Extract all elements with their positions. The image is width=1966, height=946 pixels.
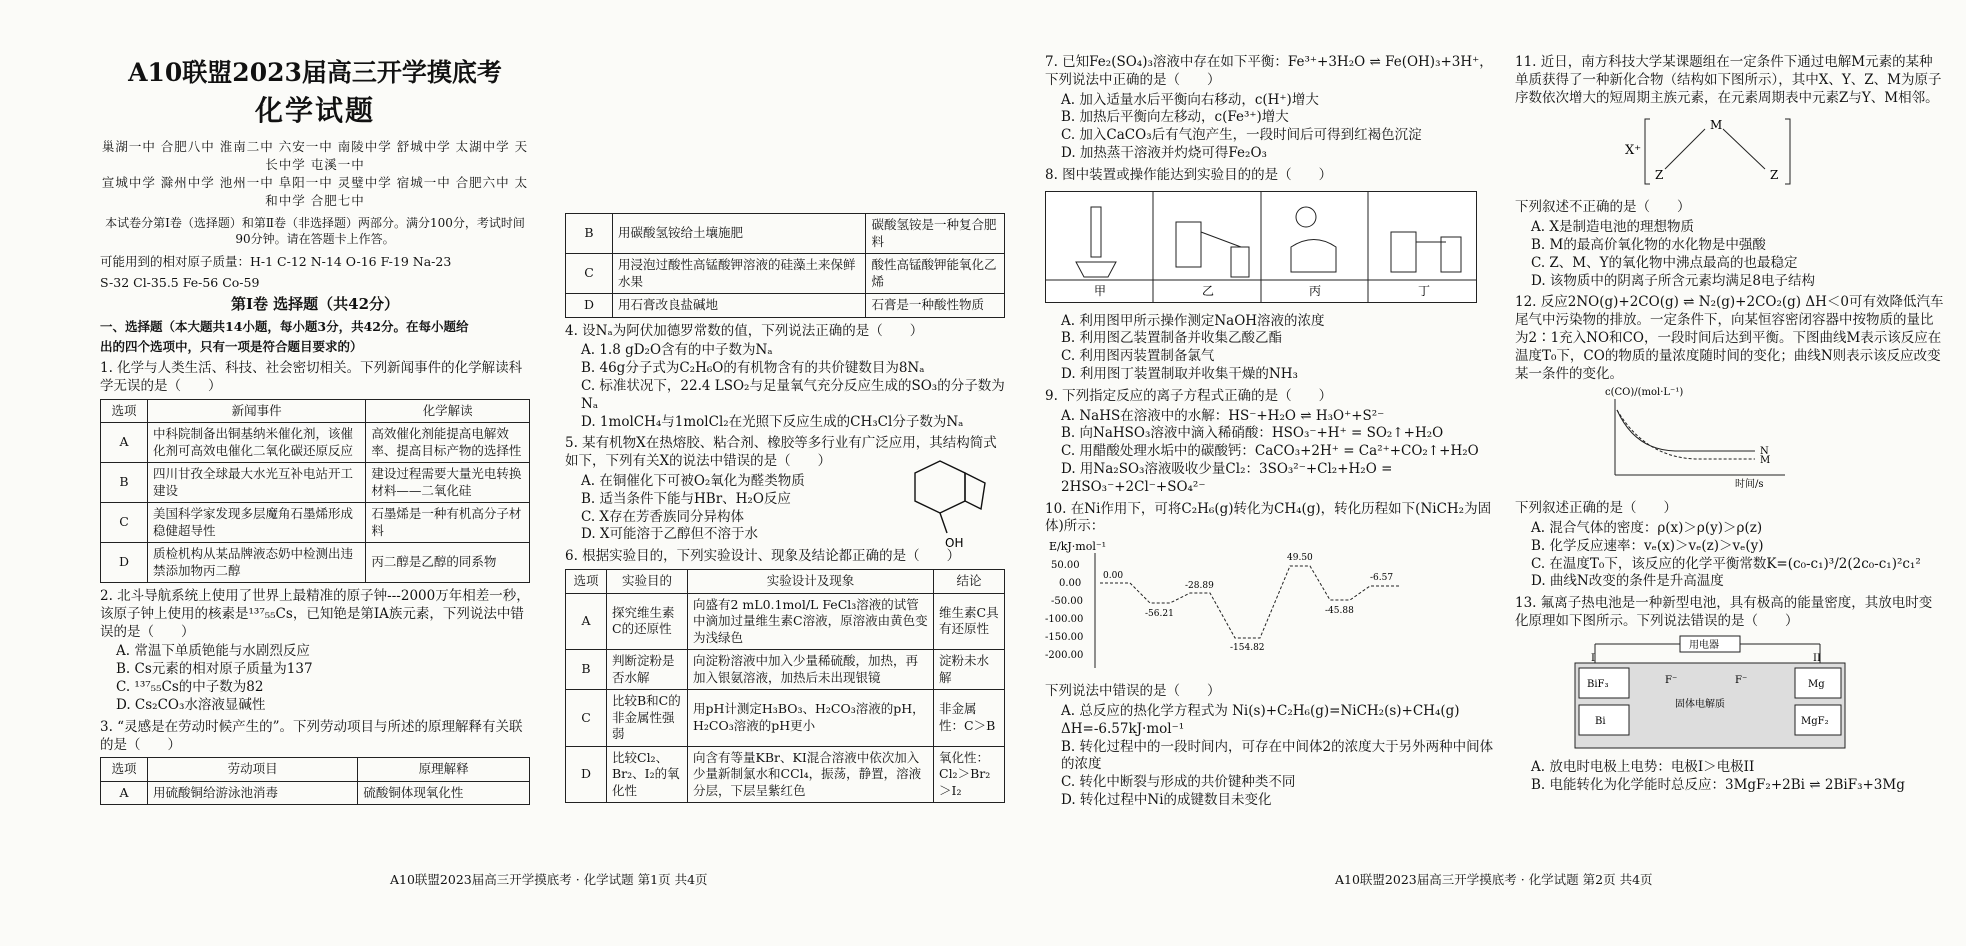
svg-text:F⁻: F⁻ (1735, 674, 1748, 686)
option: D. 加热蒸干溶液并灼烧可得Fe₂O₃ (1061, 145, 1267, 162)
question-10: 10. 在Ni作用下，可将C₂H₆(g)转化为CH₄(g)，转化历程如下(NiCH₂为固体)所示： (1045, 500, 1492, 535)
table-cell: B (566, 650, 607, 690)
energy-value: -45.88 (1325, 606, 1354, 617)
schools-line: 宣城中学 滁州中学 池州一中 阜阳一中 灵璧中学 宿城一中 合肥六中 太和中学 合肥七中 (101, 175, 529, 209)
table-cell: A (101, 781, 148, 805)
fig-label: 丙 (1309, 283, 1322, 298)
question-11: 11. 近日，南方科技大学某课题组在一定条件下通过电解M元素的某种单质获得了一种新化合物（结构如下图所示），其中X、Y、Z、M为原子序数依次增大的短周期主族元素，在元素周期表中元素Z与Y、M相邻。 (1515, 54, 1942, 106)
table-cell: 高效催化剂能提高电解效率、提高目标产物的选择性 (366, 423, 530, 463)
option: B. 利用图乙装置制备并收集乙酸乙酯 (1061, 330, 1283, 347)
fig-label: 乙 (1202, 283, 1215, 298)
question-6: 6. 根据实验目的，下列实验设计、现象及结论都正确的是（ ） (565, 548, 961, 565)
table-cell: D (566, 746, 607, 803)
table-row (101, 423, 530, 463)
table-cell: 石墨烯是一种有机高分子材料 (366, 503, 530, 543)
option: C. 利用图丙装置制备氯气 (1061, 348, 1215, 365)
schools-line: 巢湖一中 合肥八中 淮南二中 六安一中 南陵中学 舒城中学 太湖中学 天长中学 屯溪一中 (101, 138, 529, 173)
table-cell: 用石膏改良盐碱地 (613, 294, 866, 318)
tick-label: -50.00 (1051, 596, 1084, 608)
exam-subtitle: 化学试题 (254, 94, 375, 127)
page1-column-right (565, 210, 1005, 808)
table-row (566, 690, 1005, 747)
question-13: 13. 氟离子热电池是一种新型电池，具有极高的能量密度，其放电时变化原理如下图所示。下列说法错误的是（ ） (1515, 595, 1933, 630)
table-cell: 碳酸氢铵是一种复合肥料 (866, 214, 1005, 254)
question-5: 5. 某有机物X在热熔胶、粘合剂、橡胶等多行业有广泛应用，其结构简式如下，下列有关X的说法中错误的是（ ） (565, 435, 997, 470)
fig-label: F⁻ (1665, 674, 1678, 686)
svg-text:X⁺: X⁺ (1625, 143, 1642, 159)
axis-label: E/kJ·mol⁻¹ (1049, 540, 1107, 554)
option: C. 在温度T₀下，该反应的化学平衡常数K=(c₀-c₁)³/2(2c₀-c₁)²c₁² (1531, 555, 1921, 572)
axis-label: 时间/s (1735, 479, 1764, 491)
question-8: 8. 图中装置或操作能达到实验目的的是（ ） (1045, 166, 1333, 183)
fig-label: I (1591, 652, 1595, 664)
table-cell: 氧化性：Cl₂＞Br₂＞I₂ (934, 746, 1005, 803)
question-12-prompt: 下列叙述正确的是（ ） (1515, 500, 1677, 517)
table-cell: 淀粉未水解 (934, 650, 1005, 690)
option: A. 总反应的热化学方程式为 Ni(s)+C₂H₆(g)=NiCH₂(s)+CH₄(g) ΔH=-6.57kJ·mol⁻¹ (1061, 702, 1460, 737)
question-11-prompt: 下列叙述不正确的是（ ） (1515, 199, 1691, 216)
fig-label: 丁 (1418, 283, 1431, 298)
atomic-masses: 可能用到的相对原子质量：H-1 C-12 N-14 O-16 F-19 Na-23 (100, 254, 452, 270)
svg-text:M: M (1710, 118, 1723, 133)
energy-value: 0.00 (1103, 571, 1124, 582)
table-header: 实验目的 (607, 570, 688, 594)
table-row (101, 781, 530, 805)
table-cell: 美国科学家发现多层魔角石墨烯形成稳健超导性 (148, 503, 366, 543)
table-cell: B (566, 214, 613, 254)
table-cell: 质检机构从某品牌液态奶中检测出违禁添加物丙二醇 (148, 543, 366, 583)
section-note: 出的四个选项中，只有一项是符合题目要求的） (100, 339, 363, 355)
tick-label: 50.00 (1051, 560, 1080, 572)
table-header: 选项 (566, 570, 607, 594)
q6-table (565, 569, 1005, 803)
option: B. 电能转化为化学能时总反应：3MgF₂+2Bi ⇌ 2BiF₃+3Mg (1531, 776, 1905, 793)
table-cell: 用硫酸铜给游泳池消毒 (148, 781, 358, 805)
svg-text:N: N (1760, 446, 1769, 458)
section-note: 一、选择题（本大题共14小题，每小题3分，共42分。在每小题给 (100, 318, 469, 334)
table-cell: 非金属性：C＞B (934, 690, 1005, 747)
svg-text:OH: OH (945, 536, 964, 550)
option: D. 利用图丁装置制取并收集干燥的NH₃ (1061, 365, 1298, 382)
table-cell: 用碳酸氢铵给土壤施肥 (613, 214, 866, 254)
table-cell: 判断淀粉是否水解 (607, 650, 688, 690)
table-cell: 建设过程需要大量光电转换材料——二氧化硅 (366, 463, 530, 503)
exam-title: A10联盟2023届高三开学摸底考 (128, 58, 502, 87)
table-cell: A (566, 593, 607, 650)
table-cell: 探究维生素C的还原性 (607, 593, 688, 650)
page1-footer: A10联盟2023届高三开学摸底考 · 化学试题 第1页 共4页 (390, 872, 708, 887)
table-row (101, 463, 530, 503)
table-cell: 用pH计测定H₃BO₃、H₂CO₃溶液的pH，H₂CO₃溶液的pH更小 (688, 690, 934, 747)
option: C. ¹³⁷₅₅Cs的中子数为82 (116, 679, 264, 696)
option: A. 在铜催化下可被O₂氧化为醛类物质 (581, 473, 805, 489)
atomic-masses: S-32 Cl-35.5 Fe-56 Co-59 (100, 274, 260, 290)
energy-value: -56.21 (1145, 609, 1174, 620)
fig-label: Bi (1595, 715, 1606, 727)
question-4: 4. 设Nₐ为阿伏加德罗常数的值，下列说法正确的是（ ） (565, 322, 924, 339)
page1-column (100, 50, 530, 810)
table-row (566, 254, 1005, 294)
q1-table (100, 399, 530, 584)
svg-text:Z: Z (1655, 168, 1664, 183)
table-header: 新闻事件 (148, 399, 366, 423)
fig-label: MgF₂ (1801, 715, 1829, 727)
table-cell: D (101, 543, 148, 583)
option: A. 利用图甲所示操作测定NaOH溶液的浓度 (1061, 312, 1325, 329)
energy-value: -6.57 (1370, 573, 1394, 584)
table-cell: A (101, 423, 148, 463)
table-row (101, 543, 530, 583)
energy-profile-figure (1045, 538, 1475, 673)
fig-label: 用电器 (1689, 639, 1719, 651)
option: C. 转化中断裂与形成的共价键种类不同 (1061, 774, 1296, 791)
table-cell: 硫酸铜体现氧化性 (358, 781, 530, 805)
table-cell: C (101, 503, 148, 543)
q3-table (100, 757, 530, 805)
option: D. X可能溶于乙醇但不溶于水 (581, 526, 759, 543)
option: A. X是制造电池的理想物质 (1531, 219, 1694, 236)
option: B. 加热后平衡向左移动，c(Fe³⁺)增大 (1061, 109, 1289, 126)
table-cell: 比较B和C的非金属性强弱 (607, 690, 688, 747)
table-row (566, 650, 1005, 690)
table-cell: 石膏是一种酸性物质 (866, 294, 1005, 318)
option: C. 标准状况下，22.4 LSO₂与足量氧气充分反应生成的SO₃的分子数为Nₐ (581, 377, 1005, 412)
table-cell: C (566, 254, 613, 294)
tick-label: -200.00 (1045, 650, 1084, 662)
table-row (566, 746, 1005, 803)
q8-apparatus-figure (1045, 191, 1477, 303)
option: B. 适当条件下能与HBr、H₂O反应 (581, 490, 791, 507)
question-12: 12. 反应2NO(g)+2CO(g) ⇌ N₂(g)+2CO₂(g) ΔH＜0可有效降低汽车尾气中污染物的排放。一定条件下，向某恒容密闭容器中按物质的量比为2∶1充入NO和CO，一段时间后达到平衡。下图曲线M表示该反应在温度T₀下，CO的物质的量浓度随时间的变化；曲线N则表示该反应改变某一条件的变化。 (1515, 294, 1944, 382)
table-row (566, 294, 1005, 318)
page2-column (1045, 50, 1495, 810)
svg-text:Z: Z (1770, 168, 1779, 183)
question-9: 9. 下列指定反应的离子方程式正确的是（ ） (1045, 387, 1333, 404)
table-header: 劳动项目 (148, 758, 358, 782)
option: A. 加入适量水后平衡向右移动，c(H⁺)增大 (1061, 91, 1319, 108)
option: C. 用醋酸处理水垢中的碳酸钙：CaCO₃+2H⁺ = Ca²⁺+CO₂↑+H₂O (1061, 443, 1479, 460)
q12-graph (1585, 385, 1825, 490)
structure-x-figure (885, 453, 995, 553)
table-header: 选项 (101, 399, 148, 423)
option: B. Cs元素的相对原子质量为137 (116, 661, 313, 678)
fig-label: II (1813, 652, 1821, 664)
table-cell: D (566, 294, 613, 318)
option: D. 该物质中的阴离子所含元素均满足8电子结构 (1531, 272, 1816, 289)
question-7: 7. 已知Fe₂(SO₄)₃溶液中存在如下平衡：Fe³⁺+3H₂O ⇌ Fe(OH)₃+3H⁺，下列说法中正确的是（ ） (1045, 54, 1493, 88)
option: C. 加入CaCO₃后有气泡产生，一段时间后可得到红褐色沉淀 (1061, 127, 1422, 144)
tick-label: -150.00 (1045, 632, 1084, 644)
energy-value: -28.89 (1185, 581, 1214, 592)
option: B. 向NaHSO₃溶液中滴入稀硝酸：HSO₃⁻+H⁺ = SO₂↑+H₂O (1061, 425, 1444, 442)
table-header: 化学解读 (366, 399, 530, 423)
question-10-prompt: 下列说法中错误的是（ ） (1045, 683, 1221, 700)
option: B. M的最高价氧化物的水化物是中强酸 (1531, 236, 1766, 253)
fig-label: 固体电解质 (1675, 698, 1725, 710)
table-cell: 维生素C具有还原性 (934, 593, 1005, 650)
option: A. 1.8 gD₂O含有的中子数为Nₐ (581, 342, 773, 359)
q3-table-cont (565, 213, 1005, 318)
option: C. Z、M、Y的氧化物中沸点最高的也最稳定 (1531, 254, 1798, 271)
question-1: 1. 化学与人类生活、科技、社会密切相关。下列新闻事件的化学解读科学无误的是（ ） (100, 359, 523, 394)
page2-footer: A10联盟2023届高三开学摸底考 · 化学试题 第2页 共4页 (1335, 872, 1653, 887)
battery-figure (1565, 633, 1855, 753)
fig-label: BiF₃ (1587, 678, 1609, 690)
table-cell: 酸性高锰酸钾能氧化乙烯 (866, 254, 1005, 294)
table-cell: 中科院制备出铜基纳米催化剂，该催化剂可高效电催化二氧化碳还原反应 (148, 423, 366, 463)
axis-label: c(CO)/(mol·L⁻¹) (1605, 387, 1684, 399)
table-cell: 向含有等量KBr、KI混合溶液中依次加入少量新制氯水和CCl₄，振荡，静置，溶液分层，下层呈紫红色 (688, 746, 934, 803)
energy-value: -154.82 (1230, 643, 1265, 654)
table-header: 选项 (101, 758, 148, 782)
option: D. 转化过程中Ni的成键数目未变化 (1061, 791, 1272, 808)
table-cell: 比较Cl₂、Br₂、I₂的氧化性 (607, 746, 688, 803)
option: B. 转化过程中的一段时间内，可存在中间体2的浓度大于另外两种中间体的浓度 (1061, 738, 1494, 773)
question-2: 2. 北斗导航系统上使用了世界上最精准的原子钟---2000万年相差一秒，该原子钟上使用的核素是¹³⁷₅₅Cs，已知铯是第IA族元素，下列说法中错误的是（ ） (100, 588, 530, 640)
option: D. 曲线N改变的条件是升高温度 (1531, 573, 1724, 590)
q11-structure-figure (1615, 109, 1815, 189)
option: C. X存在芳香族同分异构体 (581, 508, 745, 525)
option: A. NaHS在溶液中的水解：HS⁻+H₂O ⇌ H₃O⁺+S²⁻ (1061, 407, 1385, 424)
energy-value: 49.50 (1287, 553, 1313, 564)
question-3: 3. “灵感是在劳动时候产生的”。下列劳动项目与所述的原理解释有关联的是（ ） (100, 718, 523, 753)
table-cell: B (101, 463, 148, 503)
option: A. 放电时电极上电势：电极I＞电极II (1531, 758, 1755, 775)
table-cell: 丙二醇是乙醇的同系物 (366, 543, 530, 583)
table-header: 原理解释 (358, 758, 530, 782)
table-header: 实验设计及现象 (688, 570, 934, 594)
table-cell: 用浸泡过酸性高锰酸钾溶液的硅藻土来保鲜水果 (613, 254, 866, 294)
fig-label: Mg (1808, 678, 1825, 690)
tick-label: 0.00 (1059, 578, 1082, 590)
fig-label: 甲 (1094, 283, 1107, 298)
option: D. 用Na₂SO₃溶液吸收少量Cl₂：3SO₃²⁻+Cl₂+H₂O = 2HSO₃⁻+2Cl⁻+SO₄²⁻ (1061, 461, 1393, 495)
table-header: 结论 (934, 570, 1005, 594)
table-row (566, 214, 1005, 254)
option: D. Cs₂CO₃水溶液显碱性 (116, 696, 266, 713)
table-cell: 向盛有2 mL0.1mol/L FeCl₃溶液的试管中滴加过量维生素C溶液，原溶液由黄色变为浅绿色 (688, 593, 934, 650)
table-row (566, 593, 1005, 650)
option: A. 常温下单质铯能与水剧烈反应 (116, 643, 310, 660)
table-row (101, 503, 530, 543)
svg-text:M: M (1760, 455, 1771, 467)
page2-column-right (1515, 50, 1945, 794)
table-cell: C (566, 690, 607, 747)
option: D. 1molCH₄与1molCl₂在光照下反应生成的CH₃Cl分子数为Nₐ (581, 413, 964, 430)
section-title: 第Ⅰ卷 选择题（共42分） (230, 295, 400, 314)
tick-label: -100.00 (1045, 614, 1084, 626)
option: A. 混合气体的密度：ρ(x)＞ρ(y)＞ρ(z) (1531, 520, 1763, 536)
table-cell: 向淀粉溶液中加入少量稀硫酸，加热，再加入银氨溶液，加热后未出现银镜 (688, 650, 934, 690)
exam-note: 本试卷分第Ⅰ卷（选择题）和第Ⅱ卷（非选择题）两部分。满分100分，考试时间90分钟。请在答题卡上作答。 (105, 216, 525, 247)
option: B. 46g分子式为C₂H₆O的有机物含有的共价键数目为8Nₐ (581, 360, 925, 377)
table-cell: 四川甘孜全球最大水光互补电站开工建设 (148, 463, 366, 503)
option: B. 化学反应速率：vₑ(x)＞vₑ(z)＞vₑ(y) (1531, 537, 1764, 554)
